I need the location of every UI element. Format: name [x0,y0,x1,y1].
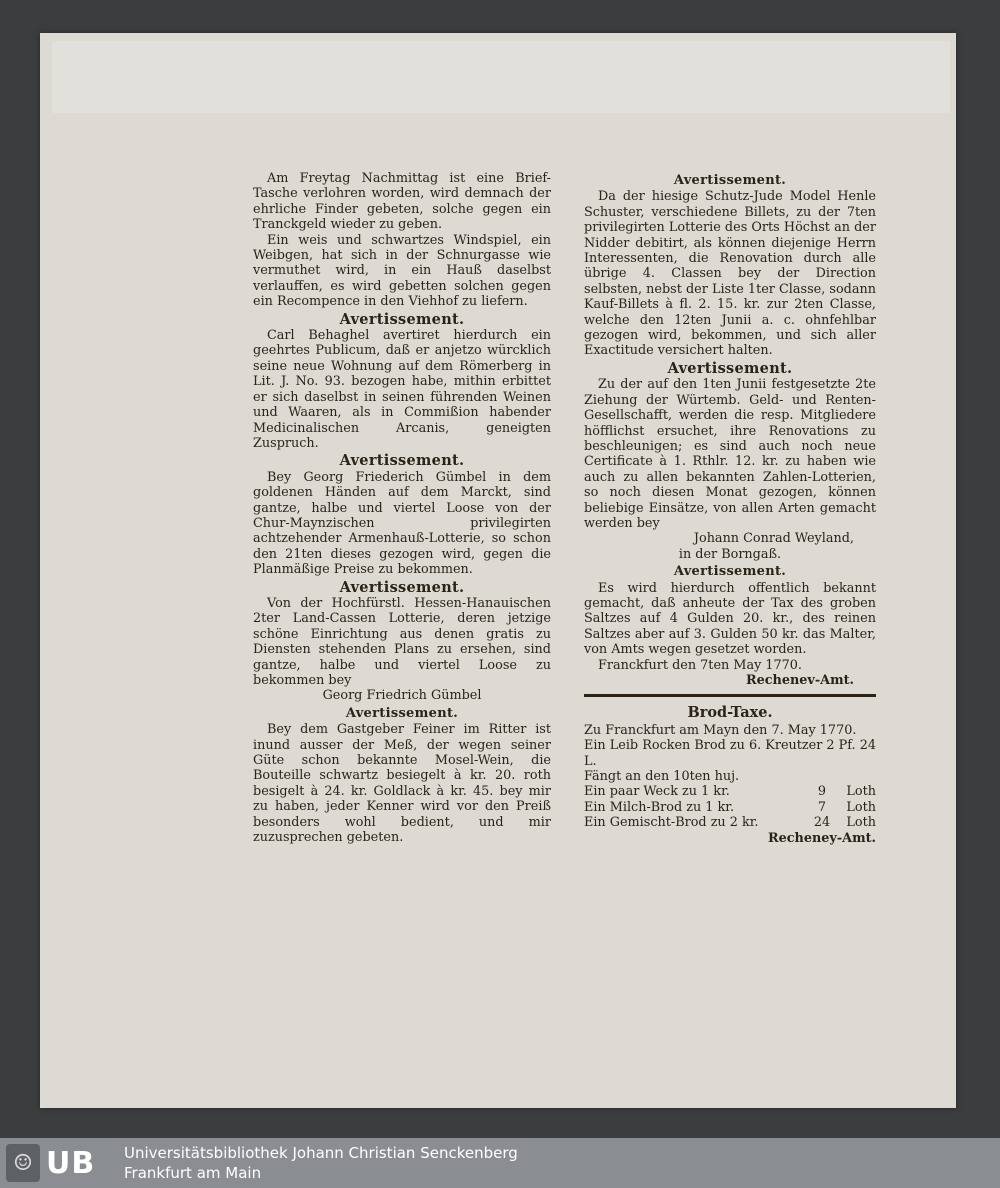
notice-wuertemb-society: Zu der auf den 1ten Junii festgesetzte 2te Ziehung der Würtemb. Geld- und Renten-Gesellschafft, werden die resp. Mitgliedere höfflichst ersuchet, ihre Renovations zu beschleunigen; es sind auch noch neue Certificate à 1. Rthlr. 12. kr. zu haben wie auch zu allen bekannten Zahlen-Lotterien, so noch diesen Monat gezogen, können beliebige Einsätze, von allen Arten gemacht werden bey [584,377,876,531]
signature-weyland-address: in der Borngaß. [678,546,782,562]
scanned-page [40,33,956,1108]
brod-taxe-signature: Recheney-Amt. [767,830,876,846]
brod-taxe-row: Ein Milch-Brod zu 1 kr. 7 Loth [584,799,876,815]
library-name-line1: Universitätsbibliothek Johann Christian Senckenberg [124,1144,518,1162]
signature-guembel: Georg Friedrich Gümbel [322,688,482,704]
heading-avertissement: Avertissement. [339,578,465,596]
divider-rule [584,694,876,697]
notice-mosel-wine: Bey dem Gastgeber Feiner im Ritter ist inund ausser der Meß, der wegen seiner Güte schon bekannte Mosel-Wein, die Bouteille schwartz besiegelt à kr. 20. roth besigelt à 24. kr. Goldlack à kr. 45. bey mir zu haben, jeder Kenner wird vor den Preiß besonders wohl bedient, und mir zuzusprechen gebeten. [253,722,551,846]
brod-taxe-row: Ein paar Weck zu 1 kr. 9 Loth [584,784,876,800]
right-column [584,171,876,846]
heading-avertissement: Avertissement. [673,173,787,188]
library-name [124,1143,518,1183]
brod-taxe-title: Brod-Taxe. [687,704,773,722]
left-column [253,171,551,845]
senckenberg-portrait-icon: ☺ [6,1144,40,1182]
signature-weyland: Johann Conrad Weyland, [693,531,854,547]
notice-behaghel: Carl Behaghel avertiret hierdurch ein geehrtes Publicum, daß er anjetzo würcklich seine neue Wohnung auf dem Römerberg in Lit. J. No. 93. bezogen habe, mithin erbittet er sich daselbst in seinen führenden Weinen und Waaren, als in Commißion habender Medicinalischen Arcanis, geneigten Zuspruch. [253,328,551,451]
heading-avertissement: Avertissement. [667,359,793,377]
brod-taxe-rye-bread: Ein Leib Rocken Brod zu 6. Kreutzer 2 Pf. 24 L. [584,738,876,769]
library-logo[interactable] [6,1144,116,1182]
heading-avertissement: Avertissement. [345,705,459,721]
notice-salt-tax: Es wird hierdurch offentlich bekannt gemacht, daß anheute der Tax des groben Saltzes auf 4 Gulden 20. kr., des reinen Saltzes aber auf 3. Gulden 50 kr. das Malter, von Amts wegen gesetzet worden. [584,580,876,658]
heading-avertissement: Avertissement. [673,564,787,580]
notice-hanau-lottery: Von der Hochfürstl. Hessen-Hanauischen 2ter Land-Cassen Lotterie, deren jetzige schöne Einrichtung aus denen gratis zu Diensten stehenden Plans zu ersehen, sind gantze, halbe und viertel Loose zu bekommen bey [253,595,551,688]
notice-guembel-lottery: Bey Georg Friederich Gümbel in dem goldenen Händen auf dem Marckt, sind gantze, halbe und viertel Loose von der Chur-Maynzischen privilegirten achtzehender Armenhauß-Lotterie, so schon den 21ten dieses gezogen wird, gegen die Planmäßige Preise zu bekommen. [253,469,551,578]
notice-lost-wallet: Am Freytag Nachmittag ist eine Brief-Tasche verlohren worden, wird demnach der ehrliche Finder gebeten, solche gegen ein Tranckgeld wieder zu geben. [253,171,551,233]
brod-taxe-table [584,705,876,846]
library-footer [0,1138,1000,1188]
salt-tax-date: Franckfurt den 7ten May 1770. [598,657,803,673]
heading-avertissement: Avertissement. [339,452,465,470]
brod-taxe-start: Fängt an den 10ten huj. [584,769,740,785]
signature-rechenev-amt: Rechenev-Amt. [745,673,854,688]
notice-hoechst-lottery: Da der hiesige Schutz-Jude Model Henle Schuster, verschiedene Billets, zu der 7ten privilegirten Lotterie des Orts Höchst an der Nidder debitirt, als können diejenige Herrn Interessenten, die Renovation durch alle übrige 4. Classen bey der Direction selbsten, nebst der Liste 1ter Classe, sodann Kauf-Billets à fl. 2. 15. kr. zur 2ten Classe, welche den 12ten Junii a. c. ohnfehlbar gezogen wird, bekommen, und sich aller Exactitude versichert halten. [584,189,876,359]
ub-logo-text: UB [46,1145,96,1181]
brod-taxe-place-date: Zu Franckfurt am Mayn den 7. May 1770. [584,722,857,738]
notice-lost-dog: Ein weis und schwartzes Windspiel, ein Weibgen, hat sich in der Schnurgasse wie vermuthet wird, in ein Hauß daselbst verlauffen, es wird gebetten solchen gegen ein Recompence in den Viehhof zu liefern. [253,232,551,310]
library-name-line2: Frankfurt am Main [124,1164,262,1182]
heading-avertissement: Avertissement. [339,310,465,328]
brod-taxe-row: Ein Gemischt-Brod zu 2 kr. 24 Loth [584,815,876,831]
